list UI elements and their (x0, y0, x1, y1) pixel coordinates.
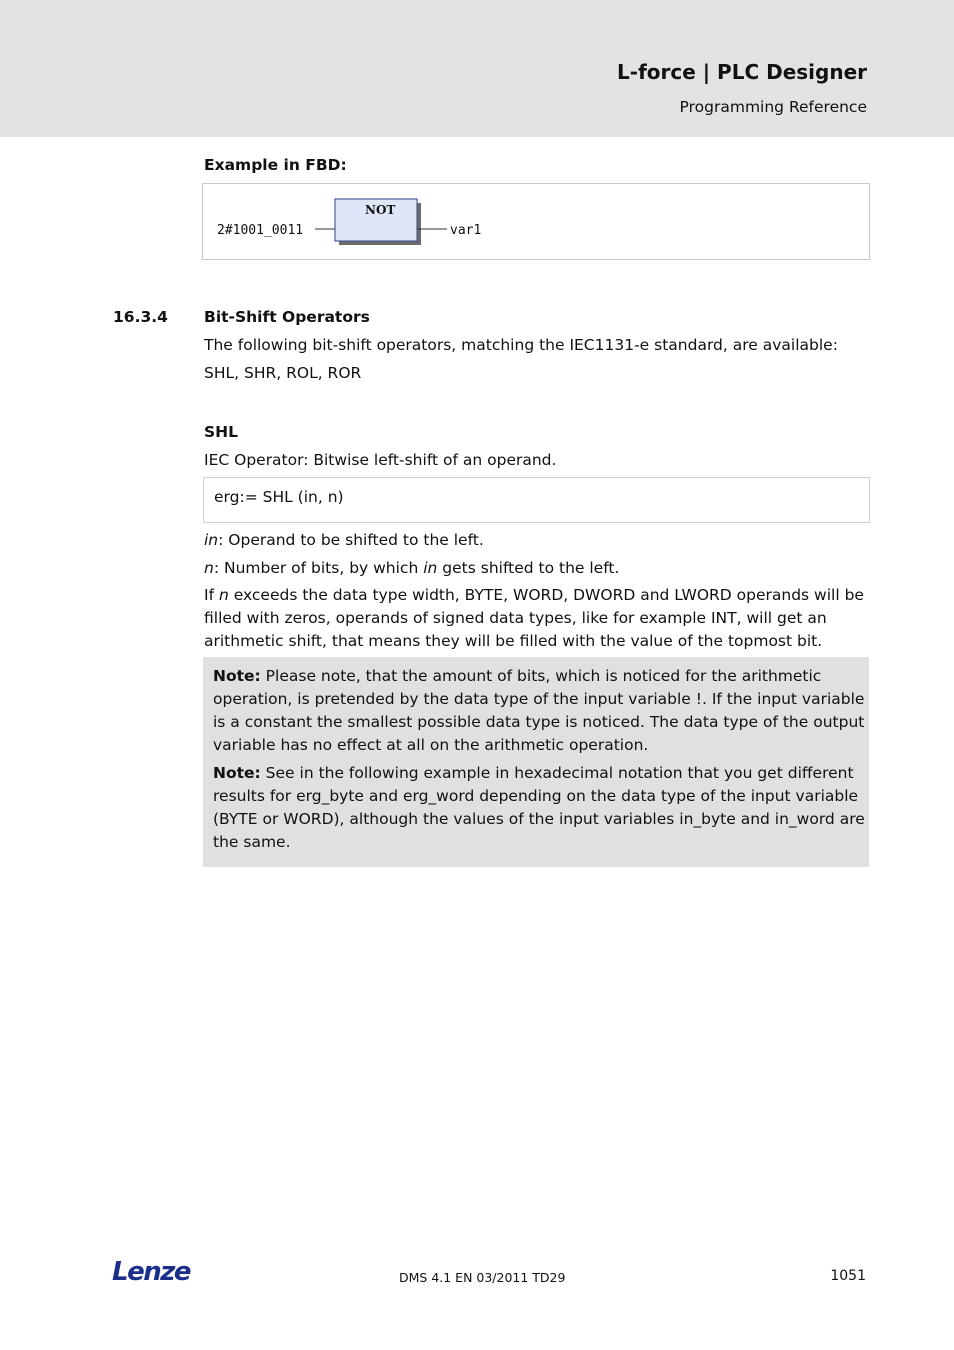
fbd-diagram (203, 184, 869, 259)
param-in-name: in (204, 531, 219, 549)
exceed-if: If (204, 586, 219, 604)
section-operators: SHL, SHR, ROL, ROR (204, 364, 362, 382)
lenze-logo: Lenze (112, 1257, 190, 1287)
fbd-output-label: var1 (450, 223, 482, 238)
fbd-example (202, 183, 870, 260)
note-1-line-1 (213, 665, 864, 688)
note-2-line-3: (BYTE or WORD), although the values of the input variables in_byte and in_word are (213, 810, 865, 828)
note-2 (213, 762, 865, 854)
param-n-in: in (423, 559, 438, 577)
section-intro: The following bit-shift operators, matching the IEC1131-e standard, are available: (204, 336, 838, 354)
note-box (203, 657, 869, 867)
note-1 (213, 665, 864, 757)
shl-heading: SHL (204, 423, 239, 441)
note-2-label: Note: (213, 764, 261, 782)
section-number: 16.3.4 (113, 308, 168, 326)
exceed-line-1 (204, 584, 864, 607)
param-n-text-a: : Number of bits, by which (213, 559, 424, 577)
header-subtitle: Programming Reference (679, 98, 867, 116)
section-title: Bit-Shift Operators (204, 308, 370, 326)
param-n-name: n (204, 559, 214, 577)
param-n (204, 557, 619, 580)
param-in-text: : Operand to be shifted to the left. (218, 531, 484, 549)
note-2-line-1 (213, 762, 865, 785)
page-number: 1051 (830, 1268, 866, 1284)
shl-description: IEC Operator: Bitwise left-shift of an operand. (204, 451, 557, 469)
fbd-input-label: 2#1001_0011 (217, 223, 304, 238)
footer-doc-id: DMS 4.1 EN 03/2011 TD29 (399, 1270, 566, 1285)
code-box (203, 477, 870, 523)
exceed-line-2: filled with zeros, operands of signed data types, like for example INT, will get an (204, 609, 827, 627)
note-2-text-1: See in the following example in hexadecimal notation that you get different (260, 764, 854, 782)
param-n-text-b: gets shifted to the left. (437, 559, 620, 577)
code-syntax: erg:= SHL (in, n) (214, 488, 344, 506)
note-1-label: Note: (213, 667, 261, 685)
example-label: Example in FBD: (204, 156, 347, 174)
note-1-line-2: operation, is pretended by the data type of the input variable !. If the input variable (213, 690, 865, 708)
note-1-line-4: variable has no effect at all on the arithmetic operation. (213, 736, 649, 754)
exceed-rest: exceeds the data type width, BYTE, WORD, DWORD and LWORD operands will be (228, 586, 864, 604)
param-in (204, 529, 484, 552)
note-1-line-3: is a constant the smallest possible data type is noticed. The data type of the output (213, 713, 865, 731)
exceed-line-3: arithmetic shift, that means they will be filled with the value of the topmost bit. (204, 632, 823, 650)
fbd-operator-label: NOT (365, 203, 396, 217)
header-title: L-force | PLC Designer (617, 60, 867, 84)
note-2-line-2: results for erg_byte and erg_word depending on the data type of the input variable (213, 787, 859, 805)
note-1-text-1: Please note, that the amount of bits, which is noticed for the arithmetic (260, 667, 822, 685)
note-2-line-4: the same. (213, 833, 291, 851)
exceed-n: n (218, 586, 229, 604)
